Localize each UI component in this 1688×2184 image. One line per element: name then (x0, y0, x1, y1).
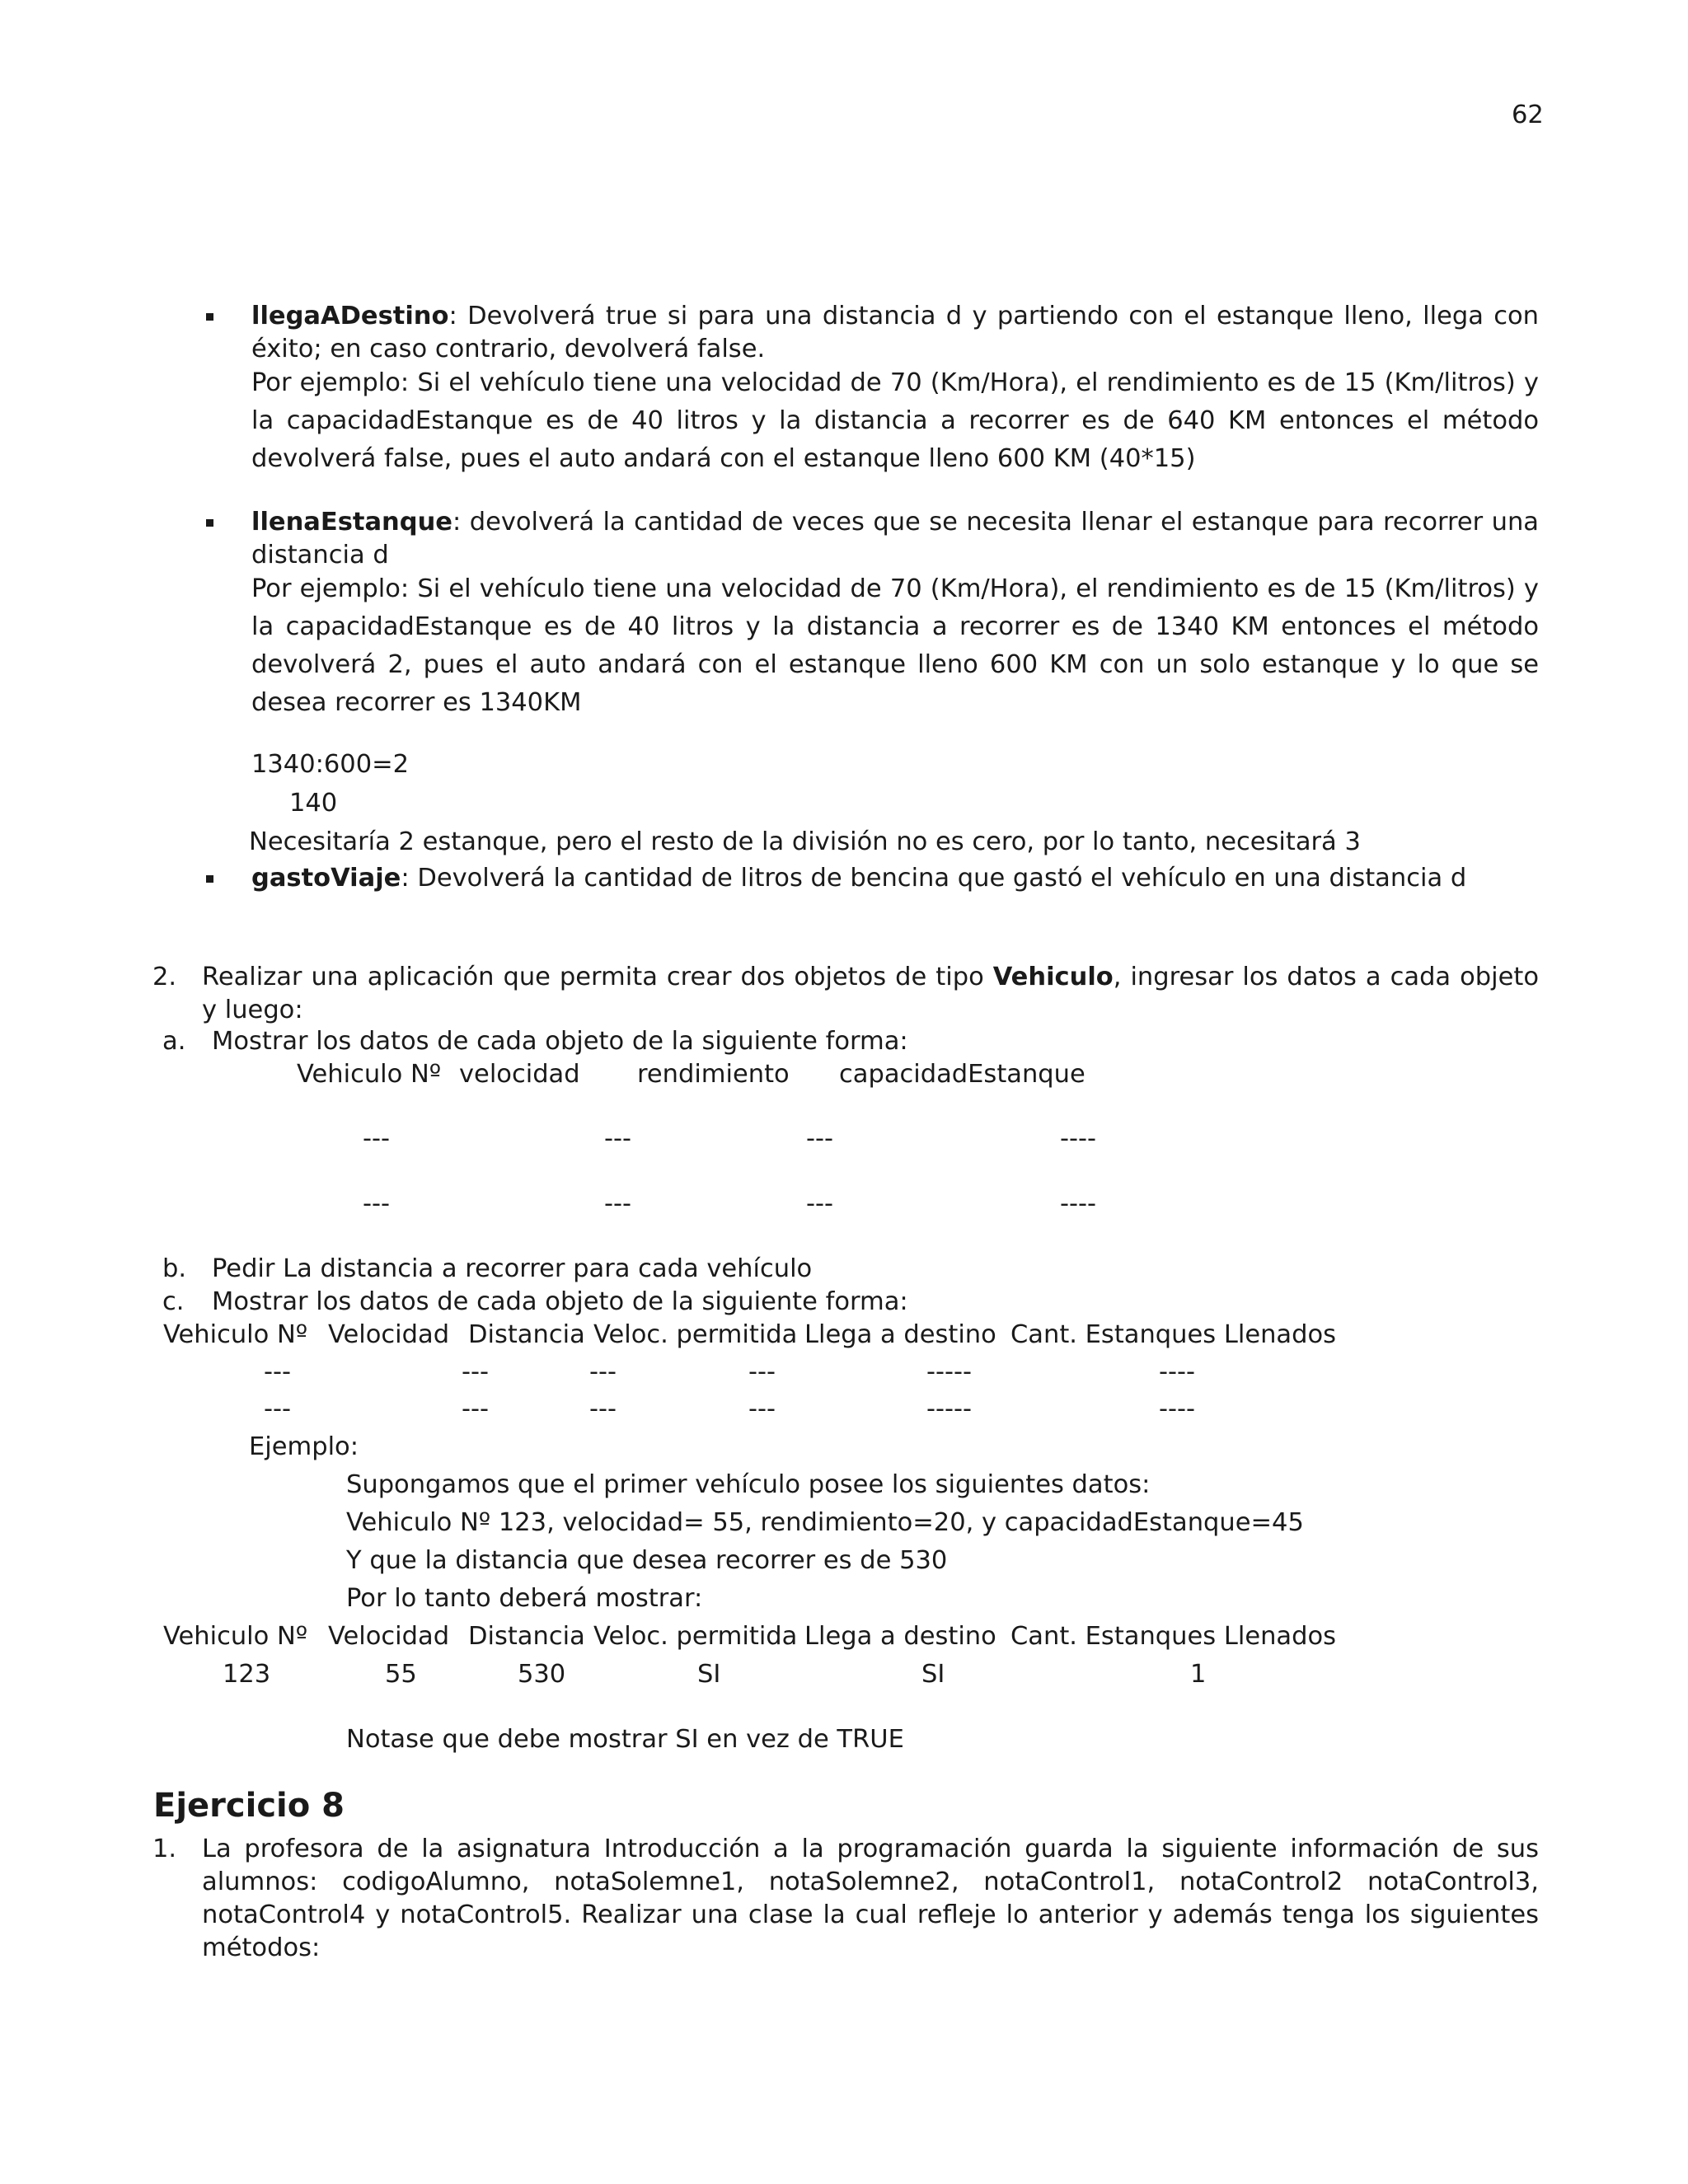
llena-estanque-example: Por ejemplo: Si el vehículo tiene una velocidad de 70 (Km/Hora), el rendimiento es de 15 (Km/litros) y la capacidadEstanque es de 40 litros y la distancia a recorrer es de 1340 KM entonces el método devolverá 2, pues el auto andará con el estanque lleno 600 KM con un solo estanque y lo que se desea recorrer es 1340KM (251, 574, 1539, 717)
gasto-viaje-desc (251, 862, 1466, 895)
method-desc-text: : devolverá la cantidad de veces que se necesita llenar el estanque para recorrer una distancia d (251, 508, 1539, 569)
table-a-cell: --- (604, 1124, 632, 1153)
table-a-cell: ---- (1060, 1189, 1097, 1218)
table-a-cell: --- (363, 1189, 391, 1218)
item-a-text: Mostrar los datos de cada objeto de la siguiente forma: (212, 1027, 908, 1056)
table-a-header: capacidadEstanque (839, 1060, 1085, 1089)
example-cell: 530 (518, 1660, 566, 1689)
section-title: Ejercicio 8 (153, 1787, 345, 1825)
llena-estanque-desc (251, 506, 1539, 572)
item-b-label: b. (162, 1254, 187, 1283)
item-2-text (202, 961, 1539, 1027)
bullet-marker (206, 875, 213, 883)
table-c-cell: --- (748, 1357, 776, 1386)
example-cell: 55 (385, 1660, 417, 1689)
example-line: Vehiculo Nº 123, velocidad= 55, rendimiento=20, y capacidadEstanque=45 (346, 1508, 1304, 1537)
example-line: Y que la distancia que desea recorrer es de 530 (346, 1546, 948, 1575)
ejercicio8-item-text: La profesora de la asignatura Introducción a la programación guarda la siguiente información de sus alumnos: codigoAlumno, notaSolemne1, notaSolemne2, notaControl1, notaControl2 notaControl3, notaControl4 y notaControl5. Realizar una clase la cual refleje lo anterior y además tenga los siguientes métodos: (202, 1835, 1539, 1962)
table-a-cell: --- (363, 1124, 391, 1153)
calc-note: Necesitaría 2 estanque, pero el resto de la división no es cero, por lo tanto, necesitará 3 (249, 827, 1361, 856)
item-2-text-before: Realizar una aplicación que permita crear dos objetos de tipo (202, 963, 993, 991)
item-c-label: c. (162, 1287, 185, 1316)
bullet-marker (206, 519, 213, 527)
item-2-bold: Vehiculo (992, 963, 1114, 991)
example-header: Velocidad (328, 1622, 450, 1651)
table-c-header: Vehiculo Nº (163, 1320, 308, 1349)
table-c-cell: --- (748, 1394, 776, 1423)
table-a-cell: --- (604, 1189, 632, 1218)
item-a-label: a. (162, 1027, 186, 1056)
table-c-cell: ----- (926, 1357, 973, 1386)
llega-a-destino-desc (251, 300, 1539, 366)
table-c-cell: --- (264, 1357, 292, 1386)
example-cell: SI (921, 1660, 945, 1689)
calc-line-2: 140 (289, 789, 338, 818)
table-c-header: Llega a destino (804, 1320, 996, 1349)
table-c-cell: ---- (1159, 1394, 1196, 1423)
table-c-header: Veloc. permitida (593, 1320, 798, 1349)
table-c-cell: --- (462, 1394, 490, 1423)
example-cell: 1 (1190, 1660, 1207, 1689)
example-header: Vehiculo Nº (163, 1622, 308, 1651)
item-2-text-after: , ingresar los datos a cada objeto y luego: (202, 963, 1539, 1024)
table-c-header: Cant. Estanques Llenados (1010, 1320, 1337, 1349)
table-c-header: Distancia (468, 1320, 585, 1349)
calc-line-1: 1340:600=2 (251, 750, 410, 779)
method-name-gasto-viaje: gastoViaje (251, 864, 401, 893)
table-a-cell: --- (806, 1189, 834, 1218)
table-a-header: Vehiculo Nº (297, 1060, 442, 1089)
example-note: Notase que debe mostrar SI en vez de TRUE (346, 1725, 904, 1754)
method-name-llega-a-destino: llegaADestino (251, 302, 449, 330)
example-cell: SI (697, 1660, 721, 1689)
method-desc-text: : Devolverá la cantidad de litros de bencina que gastó el vehículo en una distancia d (401, 864, 1467, 893)
table-c-cell: --- (589, 1357, 617, 1386)
method-desc-text: : Devolverá true si para una distancia d y partiendo con el estanque lleno, llega con éxito; en caso contrario, devolverá false. (251, 302, 1539, 363)
table-c-cell: --- (589, 1394, 617, 1423)
table-a-cell: ---- (1060, 1124, 1097, 1153)
table-a-header: velocidad (459, 1060, 580, 1089)
page-number: 62 (1512, 101, 1544, 129)
example-line: Por lo tanto deberá mostrar: (346, 1584, 703, 1613)
bullet-marker (206, 313, 213, 321)
table-c-cell: --- (462, 1357, 490, 1386)
method-name-llena-estanque: llenaEstanque (251, 508, 452, 537)
example-label: Ejemplo: (249, 1432, 359, 1461)
item-c-text: Mostrar los datos de cada objeto de la siguiente forma: (212, 1287, 908, 1316)
table-c-cell: ----- (926, 1394, 973, 1423)
table-a-header: rendimiento (637, 1060, 790, 1089)
item-2-number: 2. (152, 963, 177, 991)
example-header: Veloc. permitida (593, 1622, 798, 1651)
example-cell: 123 (223, 1660, 271, 1689)
table-c-header: Velocidad (328, 1320, 450, 1349)
table-c-cell: --- (264, 1394, 292, 1423)
example-header: Llega a destino (804, 1622, 996, 1651)
example-line: Supongamos que el primer vehículo posee los siguientes datos: (346, 1470, 1151, 1499)
example-header: Cant. Estanques Llenados (1010, 1622, 1337, 1651)
example-header: Distancia (468, 1622, 585, 1651)
ejercicio8-item-number: 1. (152, 1835, 177, 1863)
table-c-cell: ---- (1159, 1357, 1196, 1386)
item-b-text: Pedir La distancia a recorrer para cada vehículo (212, 1254, 813, 1283)
llega-a-destino-example: Por ejemplo: Si el vehículo tiene una velocidad de 70 (Km/Hora), el rendimiento es de 15 (Km/litros) y la capacidadEstanque es de 40 litros y la distancia a recorrer es de 640 KM entonces el método devolverá false, pues el auto andará con el estanque lleno 600 KM (40*15) (251, 368, 1539, 473)
table-a-cell: --- (806, 1124, 834, 1153)
